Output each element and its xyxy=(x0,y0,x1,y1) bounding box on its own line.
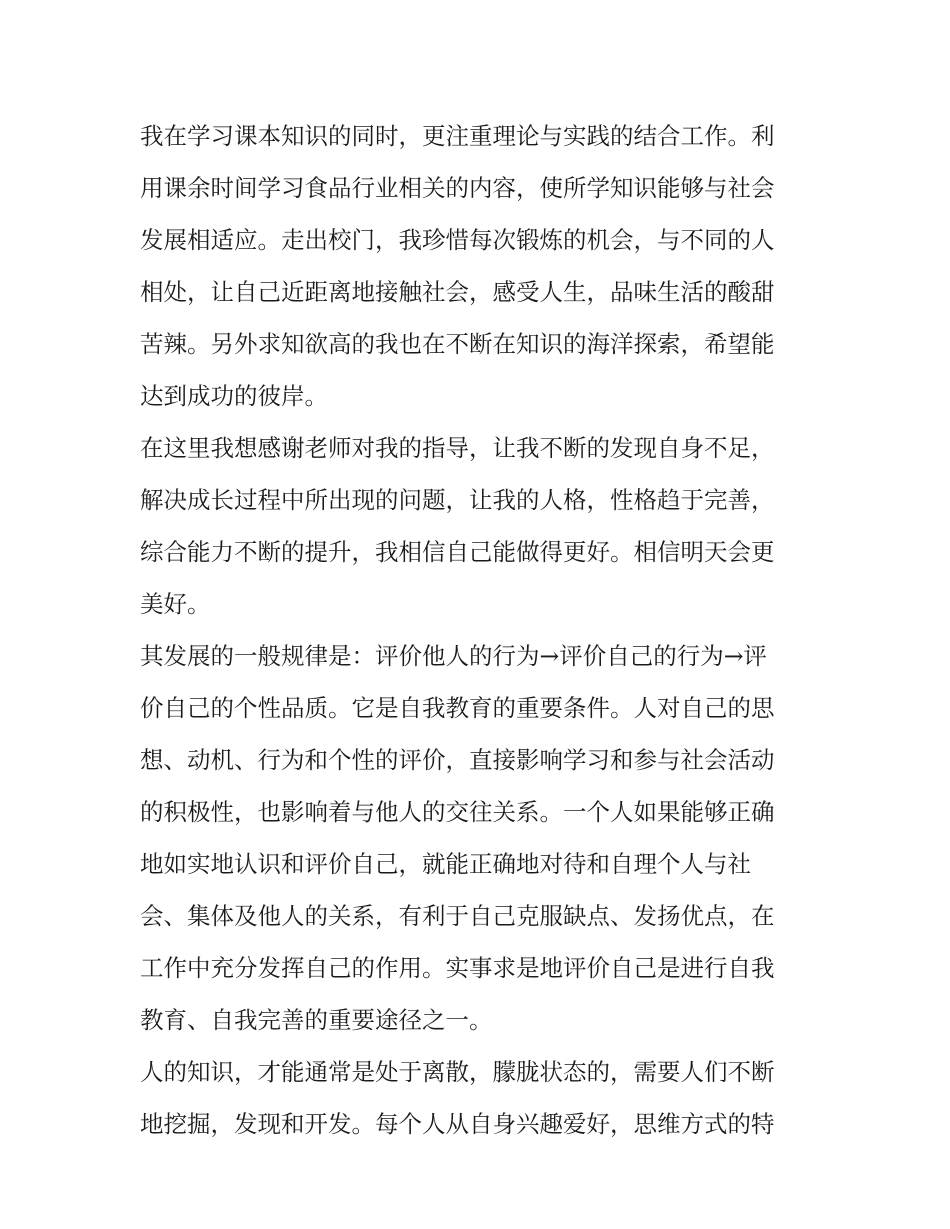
text-line: 价自己的个性品质。它是自我教育的重要条件。人对自己的思 xyxy=(140,694,775,722)
text-line: 我在学习课本知识的同时，更注重理论与实践的结合工作。利 xyxy=(140,122,775,150)
text-line: 用课余时间学习食品行业相关的内容，使所学知识能够与社会 xyxy=(140,174,775,202)
document-body xyxy=(140,110,820,1150)
text-line: 地如实地认识和评价自己，就能正确地对待和自理个人与社 xyxy=(140,850,751,878)
text-line: 会、集体及他人的关系，有利于自己克服缺点、发扬优点，在 xyxy=(140,902,775,930)
text-line: 达到成功的彼岸。 xyxy=(140,382,328,410)
text-line: 美好。 xyxy=(140,590,211,618)
text-line: 在这里我想感谢老师对我的指导，让我不断的发现自身不足， xyxy=(140,434,775,462)
text-line: 的积极性，也影响着与他人的交往关系。一个人如果能够正确 xyxy=(140,798,775,826)
text-line: 综合能力不断的提升，我相信自己能做得更好。相信明天会更 xyxy=(140,538,775,566)
text-line: 其发展的一般规律是：评价他人的行为→评价自己的行为→评 xyxy=(140,642,767,670)
text-line: 地挖掘，发现和开发。每个人从自身兴趣爱好，思维方式的特 xyxy=(140,1110,775,1138)
text-line: 工作中充分发挥自己的作用。实事求是地评价自己是进行自我 xyxy=(140,954,775,982)
paragraph-3 xyxy=(140,630,820,1046)
text-line: 人的知识，才能通常是处于离散，朦胧状态的，需要人们不断 xyxy=(140,1058,775,1086)
paragraph-2 xyxy=(140,422,820,630)
text-line: 解决成长过程中所出现的问题，让我的人格，性格趋于完善， xyxy=(140,486,775,514)
text-line: 想、动机、行为和个性的评价，直接影响学习和参与社会活动 xyxy=(140,746,775,774)
text-line: 教育、自我完善的重要途径之一。 xyxy=(140,1006,493,1034)
text-line: 发展相适应。走出校门，我珍惜每次锻炼的机会，与不同的人 xyxy=(140,226,775,254)
text-line: 苦辣。另外求知欲高的我也在不断在知识的海洋探索，希望能 xyxy=(140,330,775,358)
paragraph-1 xyxy=(140,110,820,422)
text-line: 相处，让自己近距离地接触社会，感受人生，品味生活的酸甜 xyxy=(140,278,775,306)
paragraph-4 xyxy=(140,1046,820,1150)
